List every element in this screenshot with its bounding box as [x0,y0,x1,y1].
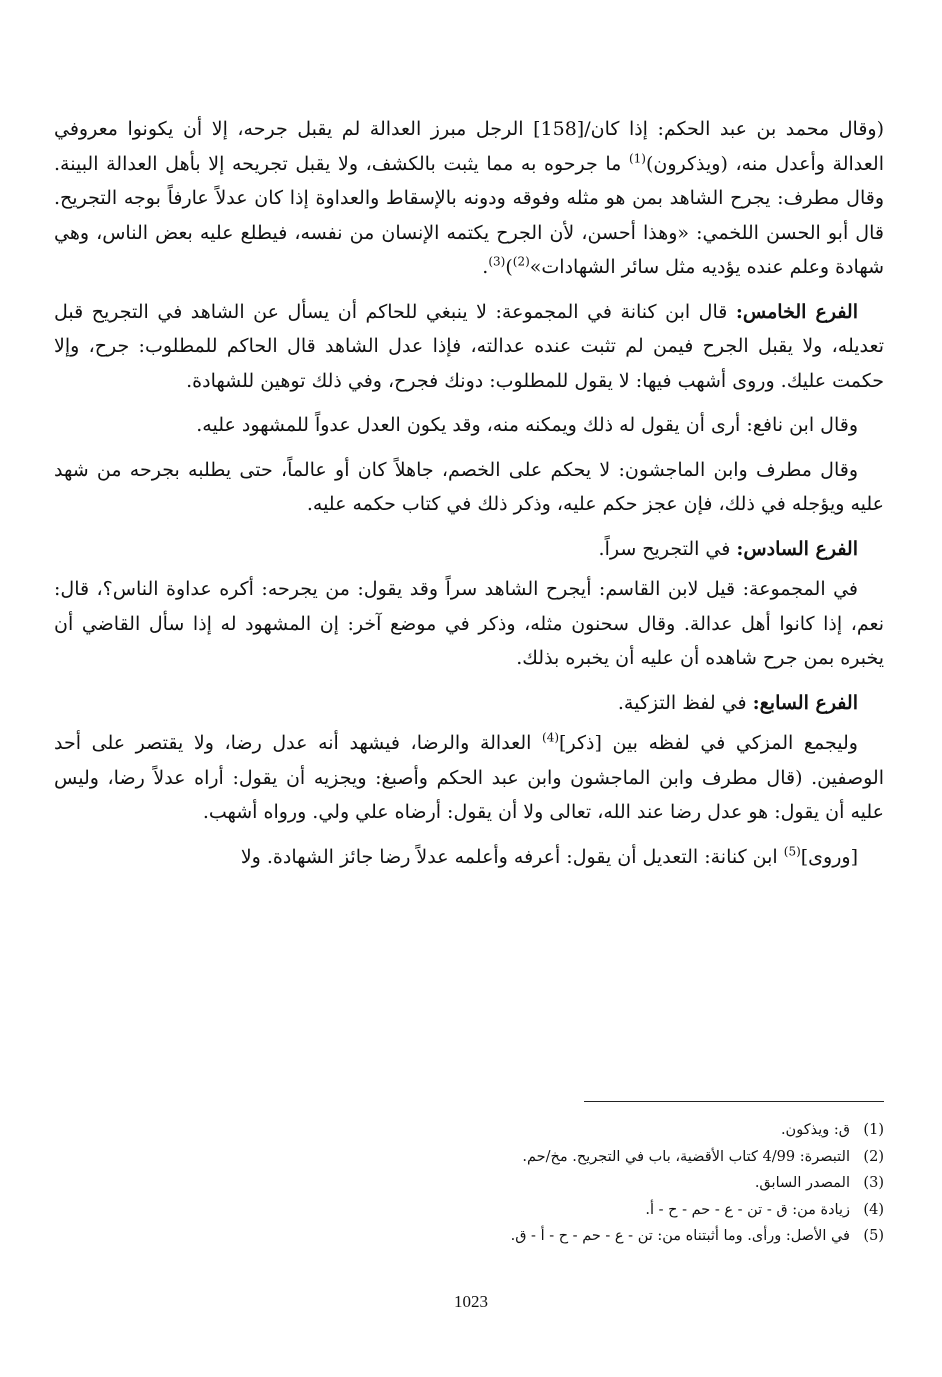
footnote-number: (4) [863,1201,884,1218]
footnote-4 [54,1197,884,1224]
footnote-text: التبصرة: 4/99 كتاب الأقضية، باب في التجريح. مخ/حم. [522,1148,850,1165]
footnote-ref-5: (5) [783,844,801,859]
main-text [54,112,884,884]
paragraph-5: الفرع السادس: في التجريح سراً. [598,537,858,560]
paragraph-2: الفرع الخامس: قال ابن كنانة في المجموعة: لا ينبغي للحاكم أن يسأل عن الشاهد في التجريح قبل تعديله، ولا يقبل الجرح فيمن لم تثبت عنده عدالته، فإذا عدل الشاهد قال الحاكم للمطلوب: جرح، وإلا حكمت عليك. وروى أشهب فيها: لا يقول للمطلوب: دونك فجرح، وفي ذلك توهين للشهادة. [54,300,884,392]
footnote-text: زيادة من: ق - تن - ع - حم - ح - أ. [645,1201,850,1218]
footnote-2 [54,1144,884,1171]
paragraph-7: الفرع السابع: في لفظ التزكية. [617,691,858,714]
footnote-text: المصدر السابق. [754,1175,850,1191]
paragraph-9: [وروى]$^{(5)}$ ابن كنانة: التعديل أن يقول: أعرفه وأعلمه عدلاً رضا جائز الشهادة. ولا [240,844,858,868]
section-heading-7: الفرع السابع: [752,691,858,714]
footnote-ref-3: (3) [488,254,506,269]
footnote-1 [54,1117,884,1144]
section-heading-6: الفرع السادس: [736,537,858,560]
footnote-5 [54,1223,884,1250]
footnote-number: (5) [863,1228,884,1244]
paragraph-6: في المجموعة: قيل لابن القاسم: أيجرح الشاهد سراً وقد يقول: من يجرحه: أكره عداوة الناس؟، قال: نعم، إذا كانوا أهل عدالة. وقال سحنون مثله، وذكر في موضع آخر: إن المشهود له إذا سأل القاضي أن يخبره بمن جرح شاهده أن عليه أن يخبره بذلك. [54,578,884,669]
footnote-text: ق: ويذكون. [780,1122,850,1138]
footnotes [54,1117,884,1250]
footnote-3 [54,1170,884,1197]
footnote-number: (3) [863,1175,884,1191]
paragraph-3: وقال ابن نافع: أرى أن يقول له ذلك ويمكنه منه، وقد يكون العدل عدواً للمشهود عليه. [196,414,858,436]
footnote-ref-4: (4) [542,730,560,745]
footnote-ref-2: (2) [512,254,530,269]
footnote-text: في الأصل: ورأى. وما أثبتناه من: تن - ع - حم - ح - أ - ق. [510,1228,850,1244]
section-heading-5: الفرع الخامس: [735,300,858,323]
footnote-number: (1) [863,1122,884,1138]
paragraph-1: (وقال محمد بن عبد الحكم: إذا كان/[158] الرجل مبرز العدالة لم يقبل جرحه، إلا أن يكونوا معروفي العدالة وأعدل منه، (ويذكرون)$^{(1)}$ ما جرحوه به مما يثبت بالكشف، ولا يقبل تجريحه إلا بأهل العدالة البينة. وقال مطرف: يجرح الشاهد بمن هو مثله وفوقه ودونه بالإسقاط والعداوة إذا كان عدلاً عارفاً بوجه التجريح. قال أبو الحسن اللخمي: «وهذا أحسن، لأن الجرح يكتمه الإنسان من نفسه، فيطلع عليه بعض الناس، وهي شهادة وعلم عنده يؤديه مثل سائر الشهادات»$^{(2)}$)$^{(3)}$. [54,118,884,278]
footnote-number: (2) [863,1148,884,1165]
footnote-separator [584,1101,884,1102]
footnote-ref-1: (1) [628,151,646,166]
page-number: 1023 [454,1292,488,1311]
paragraph-4: وقال مطرف وابن الماجشون: لا يحكم على الخصم، جاهلاً كان أو عالماً، حتى يطلبه بجرحه من شهد عليه ويؤجله في ذلك، فإن عجز حكم عليه، وذكر ذلك في كتاب حكمه عليه. [54,458,884,515]
paragraph-8: وليجمع المزكي في لفظه بين [ذكر]$^{(4)}$ العدالة والرضا، فيشهد أنه عدل رضا، ولا يقتصر على أحد الوصفين. (قال مطرف وابن الماجشون وابن عبد الحكم وأصبغ: ويجزيه أن يقول: أراه عدلاً رضا، وليس عليه أن يقول: هو عدل رضا عند الله، تعالى ولا أن يقول: أرضاه علي ولي. ورواه أشهب. [54,730,884,823]
